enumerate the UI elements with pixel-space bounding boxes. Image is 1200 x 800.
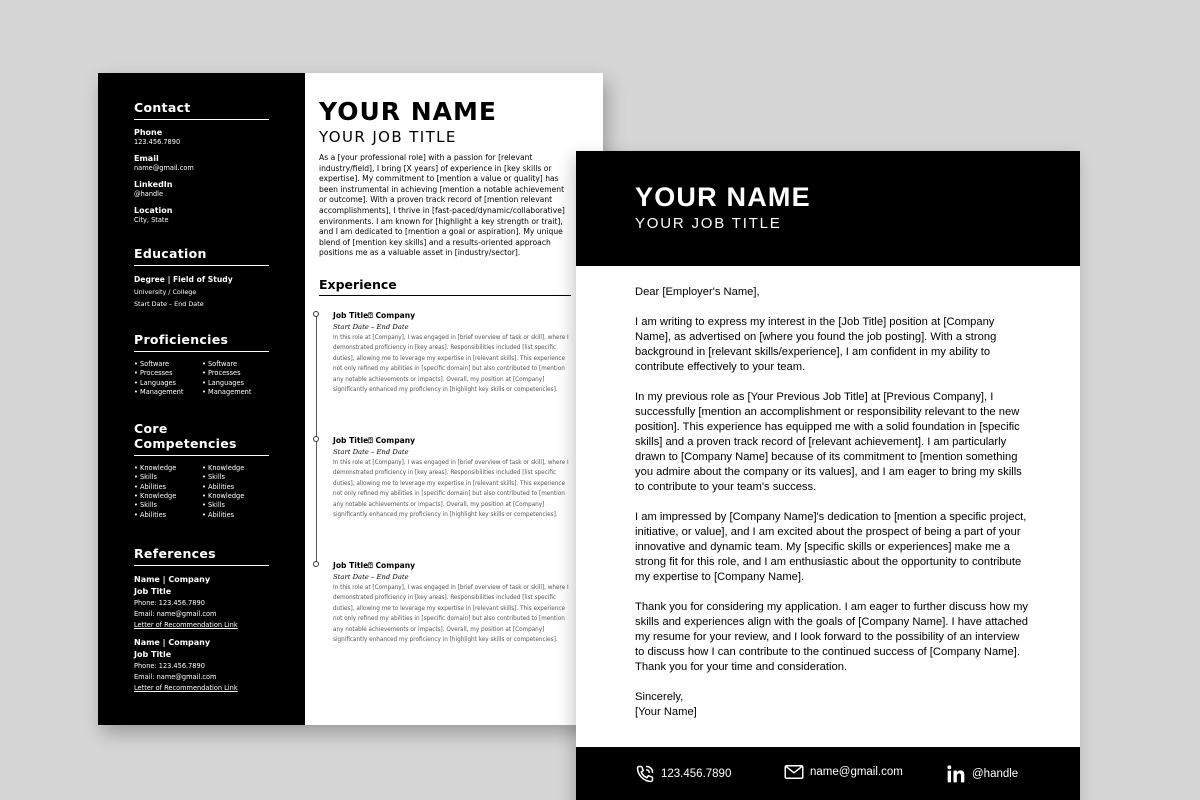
list-item: • Skills <box>202 501 270 510</box>
contact-linkedin: LinkedIn @handle <box>134 180 173 198</box>
list-item: • Knowledge <box>202 492 270 501</box>
envelope-icon <box>784 764 804 780</box>
letter-paragraph: In my previous role as [Your Previous Job Title] at [Previous Company], I successfully [mention an accomplishment or responsibility relevant to the new position]. This experience has equipped me with a solid foundation in [specific skills] and a proven track record of [relevant achievement]. I am particularly drawn to [Company Name] because of its commitment to [mention something you admire about the company or its values], and I am eager to bring my skills to contribute to your team's success. <box>635 391 1022 493</box>
competencies-heading: Core Competencies <box>134 421 269 456</box>
reference-entry: Name | Company Job Title Phone: 123.456.7890 Email: name@gmail.com Letter of Recommendation Link <box>134 574 305 631</box>
education-dates: Start Date – End Date <box>134 300 204 308</box>
list-item: • Knowledge <box>134 464 202 473</box>
letter-footer <box>576 747 1080 800</box>
phone-icon <box>635 764 655 784</box>
contact-location: Location City, State <box>134 206 173 224</box>
list-item: • Management <box>202 388 270 397</box>
letter-closing: Sincerely, <box>635 691 684 703</box>
resume-page <box>98 73 603 725</box>
job-entry: Job Title⍰ Company Start Date – End Date In this role at [Company], I was engaged in [brief overview of task or skill], where I demonstrated proficiency in [key areas]. Responsibilities included [list specific duties], allowing me to leverage my expertise in [relevant skills]. This experience not only refined my abilities in [specific domain] but also contributed to [mention any notable achievements or impacts]. Overall, my position at [Company] significantly enhanced my proficiency in [highlight key skills or competencies]. <box>333 560 572 685</box>
list-item: • Software <box>134 360 202 369</box>
job-entry: Job Title⍰ Company Start Date – End Date In this role at [Company], I was engaged in [brief overview of task or skill], where I demonstrated proficiency in [key areas]. Responsibilities included [list specific duties], allowing me to leverage my expertise in [relevant skills]. This experience not only refined my abilities in [specific domain] but also contributed to [mention any notable achievements or impacts]. Overall, my position at [Company] significantly enhanced my proficiency in [highlight key skills or competencies]. <box>333 435 572 560</box>
list-item: • Skills <box>134 501 202 510</box>
letter-body <box>635 285 1030 720</box>
reference-entry: Name | Company Job Title Phone: 123.456.7890 Email: name@gmail.com Letter of Recommendation Link <box>134 637 305 694</box>
contact-heading: Contact <box>134 100 269 120</box>
letter-header <box>576 151 1080 266</box>
education-heading: Education <box>134 246 269 266</box>
proficiencies-list <box>134 360 305 397</box>
letter-salutation: Dear [Employer's Name], <box>635 286 760 298</box>
recommendation-link[interactable]: Letter of Recommendation Link <box>134 620 238 629</box>
list-item: • Abilities <box>134 511 202 520</box>
timeline-dot <box>313 436 319 442</box>
list-item: • Knowledge <box>202 464 270 473</box>
experience-heading: Experience <box>319 277 571 296</box>
cover-letter-page <box>576 151 1080 800</box>
list-item: • Skills <box>202 473 270 482</box>
resume-summary: As a [your professional role] with a passion for [relevant industry/field], I bring [X years] of experience in [key skills or expertise]. My commitment to [mention a value or quality] has been instrumental in achieving [mention a notable achievement or outcome]. With a proven track record of [mention relevant accomplishments], I thrive in [fast-paced/dynamic/collaborative] environments. I am known for [highlight a key strength or trait], and I am dedicated to [mention a goal or aspiration]. My unique blend of [mention key skills] and a results-oriented approach positions me as a valuable asset in [industry/sector]. <box>319 153 565 258</box>
list-item: • Skills <box>134 473 202 482</box>
letter-paragraph: I am impressed by [Company Name]'s dedication to [mention a specific project, initiative, or value], and I am excited about the prospect of being a part of your innovative and dynamic team. My [specific skills or experiences] make me a strong fit for this role, and I am enthusiastic about the opportunity to contribute my expertise to [Company Name]. <box>635 511 1027 583</box>
letter-name: YOUR NAME <box>635 182 811 212</box>
letter-job-title: YOUR JOB TITLE <box>635 215 782 232</box>
proficiencies-heading: Proficiencies <box>134 332 269 352</box>
resume-job-title: YOUR JOB TITLE <box>319 128 457 146</box>
competencies-list <box>134 464 305 520</box>
list-item: • Abilities <box>202 483 270 492</box>
resume-main <box>319 97 572 685</box>
resume-name: YOUR NAME <box>319 97 497 126</box>
linkedin-icon <box>946 764 966 784</box>
letter-paragraph: Thank you for considering my application. I am eager to further discuss how my skills and experiences align with the goals of [Company Name]. I have attached my resume for your review, and I look forward to the possibility of an interview to discuss how I can contribute to the continued success of [Company Name]. Thank you for your time and consideration. <box>635 601 1029 673</box>
list-item: • Languages <box>202 379 270 388</box>
education-degree: Degree | Field of Study <box>134 275 233 284</box>
footer-phone: 123.456.7890 <box>635 764 731 784</box>
references-heading: References <box>134 546 269 566</box>
education-school: University / College <box>134 288 197 296</box>
list-item: • Management <box>134 388 202 397</box>
list-item: • Processes <box>134 369 202 378</box>
contact-email: Email name@gmail.com <box>134 154 194 172</box>
letter-signature: [Your Name] <box>635 706 697 718</box>
list-item: • Abilities <box>202 511 270 520</box>
letter-paragraph: I am writing to express my interest in the [Job Title] position at [Company Name], as advertised on [where you found the job posting]. With a strong background in [relevant skills/experience], I am confident in my ability to contribute effectively to your team. <box>635 316 997 373</box>
experience-timeline <box>319 310 572 685</box>
list-item: • Knowledge <box>134 492 202 501</box>
contact-phone: Phone 123.456.7890 <box>134 128 181 146</box>
footer-linkedin: @handle <box>946 764 1018 784</box>
timeline-dot <box>313 561 319 567</box>
list-item: • Languages <box>134 379 202 388</box>
list-item: • Processes <box>202 369 270 378</box>
recommendation-link[interactable]: Letter of Recommendation Link <box>134 683 238 692</box>
timeline-dot <box>313 311 319 317</box>
resume-sidebar <box>98 73 305 725</box>
footer-email: name@gmail.com <box>784 764 903 780</box>
job-entry: Job Title⍰ Company Start Date – End Date In this role at [Company], I was engaged in [brief overview of task or skill], where I demonstrated proficiency in [key areas]. Responsibilities included [list specific duties], allowing me to leverage my expertise in [relevant skills]. This experience not only refined my abilities in [specific domain] but also contributed to [mention any notable achievements or impacts]. Overall, my position at [Company] significantly enhanced my proficiency in [highlight key skills or competencies]. <box>333 310 572 435</box>
list-item: • Software <box>202 360 270 369</box>
list-item: • Abilities <box>134 483 202 492</box>
